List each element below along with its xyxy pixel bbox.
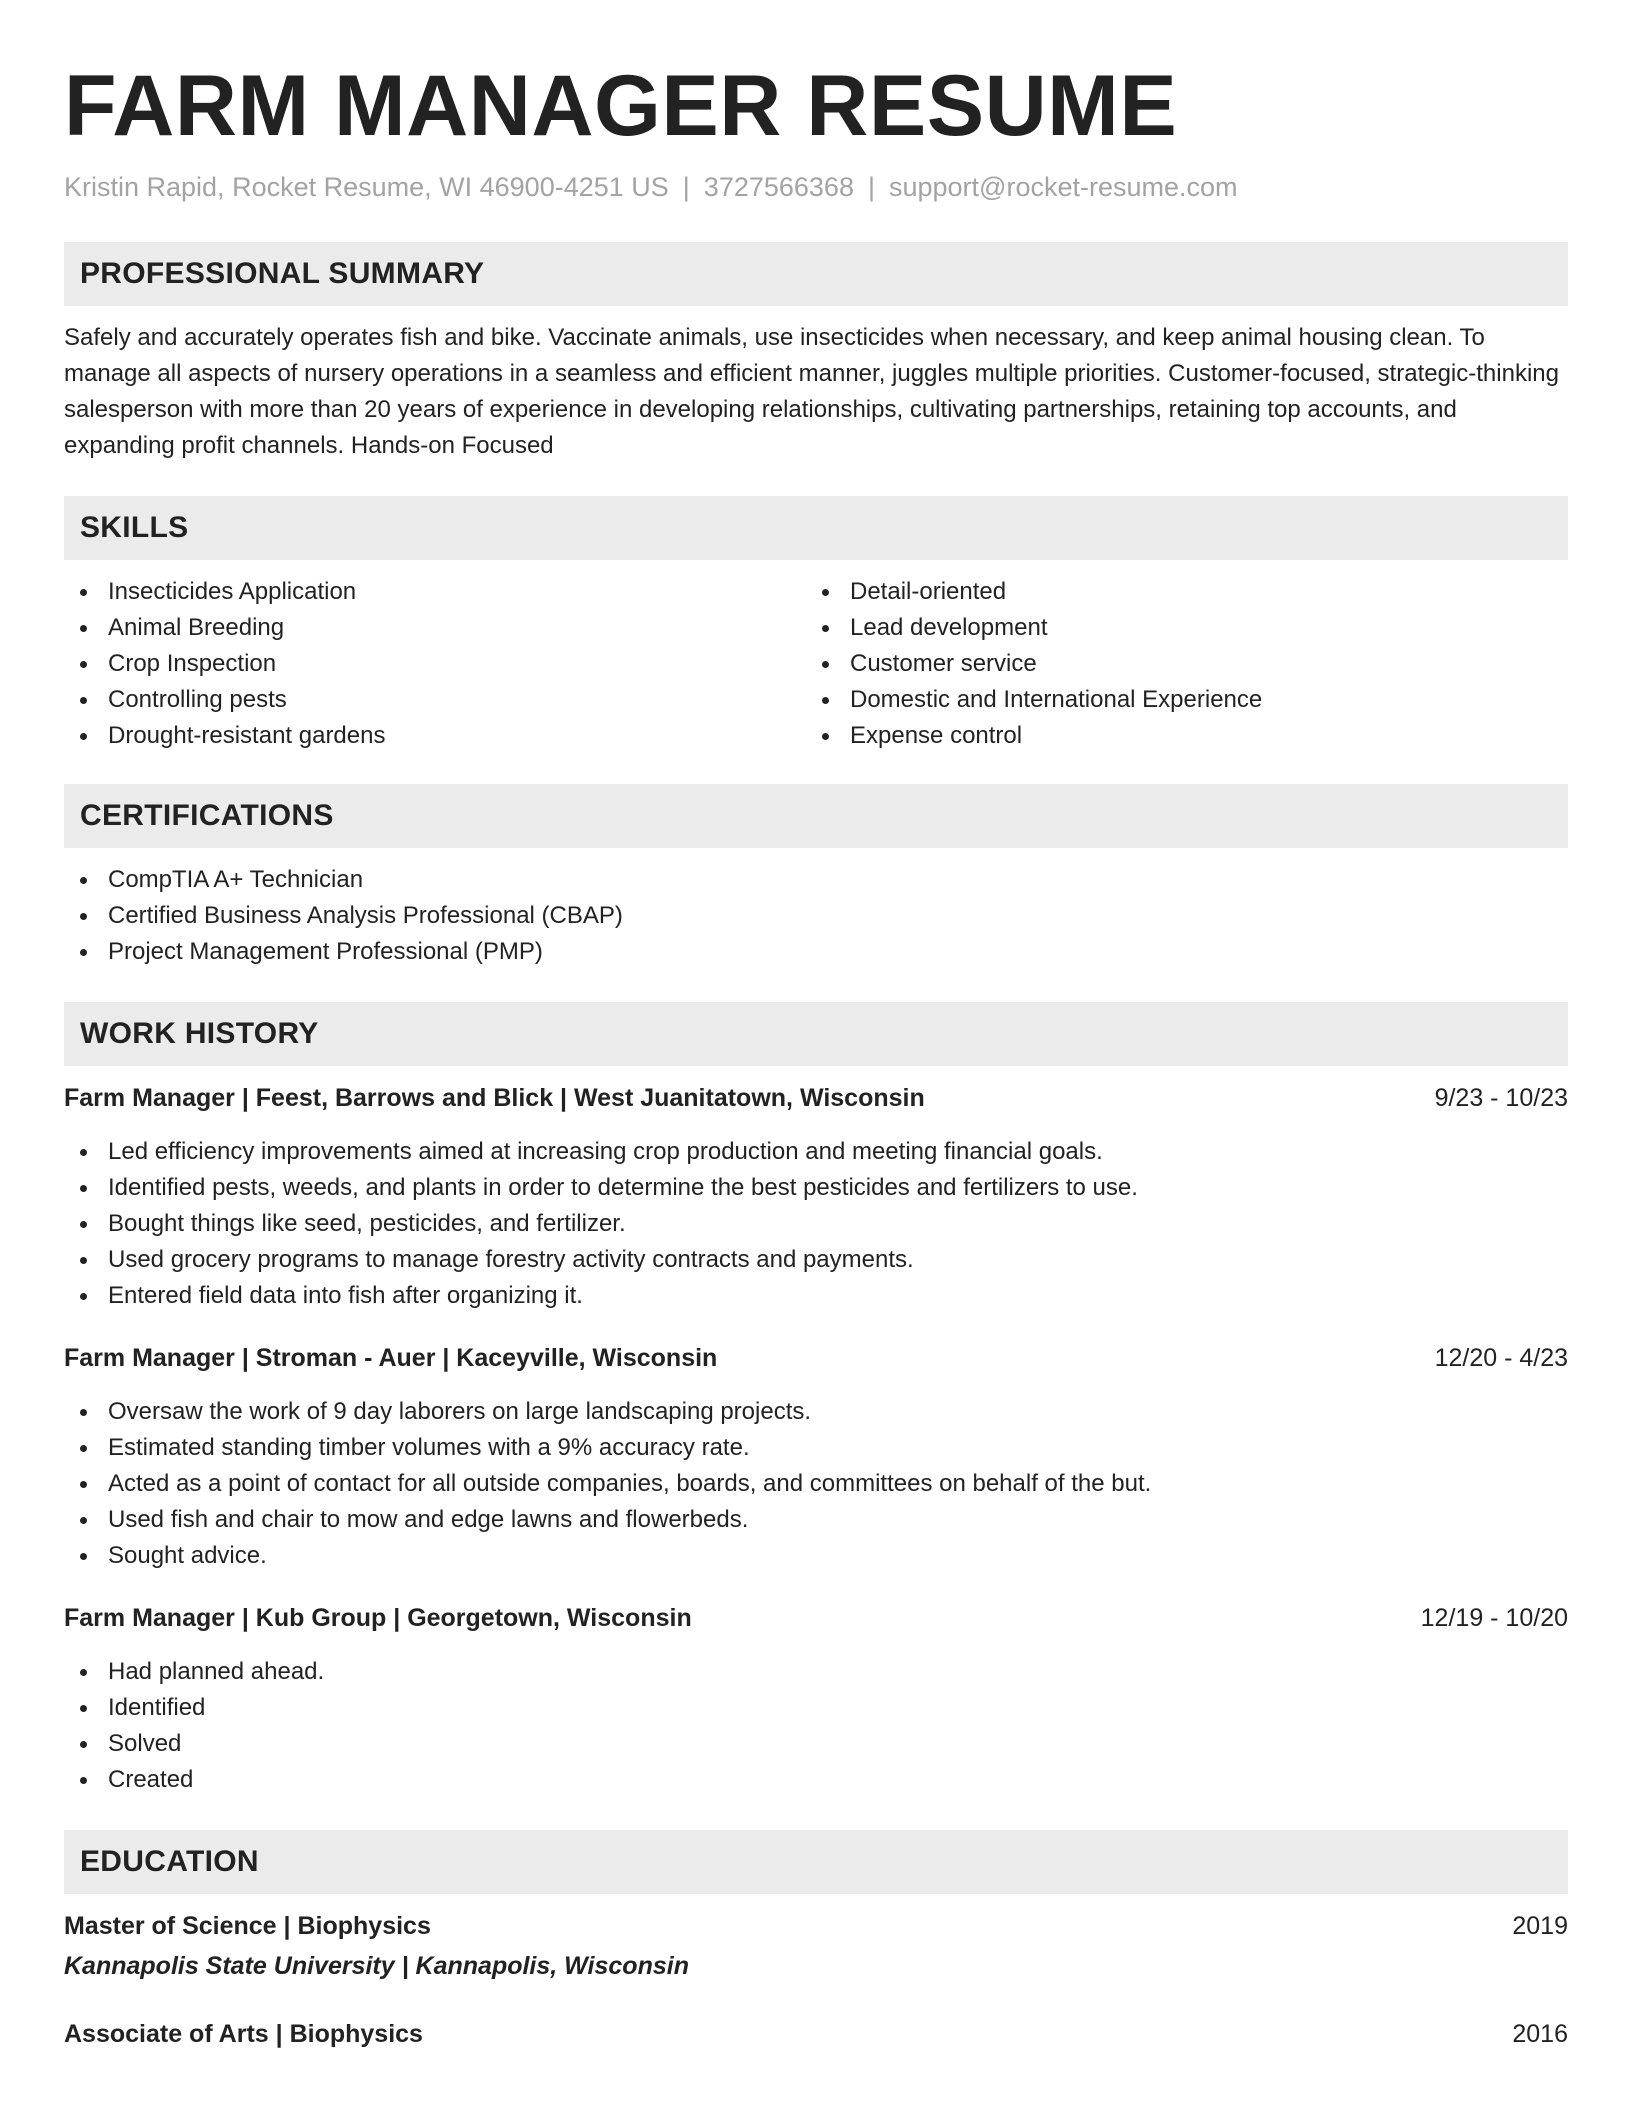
job-bullet: Sought advice. [64,1538,1568,1574]
job-title: Farm Manager | Stroman - Auer | Kaceyville, Wisconsin [64,1344,718,1372]
job-entry [64,1600,1568,1798]
certification-item: Project Management Professional (PMP) [64,934,1568,970]
education-school: Kannapolis State University | Kannapolis, Wisconsin [64,1952,689,1980]
job-bullet: Identified pests, weeds, and plants in order to determine the best pesticides and fertilizers to use. [64,1170,1568,1206]
education-degree: Associate of Arts | Biophysics [64,2020,423,2048]
certification-item: CompTIA A+ Technician [64,862,1568,898]
education-header [64,1908,1568,1944]
job-bullet: Entered field data into fish after organizing it. [64,1278,1568,1314]
education-year: 2019 [1512,1912,1568,1940]
skills-list-right [806,574,1548,754]
summary-section [64,242,1568,464]
education-entry [64,1908,1568,1984]
certifications-section [64,784,1568,970]
education-section [64,1830,1568,2052]
job-bullet: Used grocery programs to manage forestry activity contracts and payments. [64,1242,1568,1278]
certification-item: Certified Business Analysis Professional (CBAP) [64,898,1568,934]
job-dates: 9/23 - 10/23 [1434,1084,1568,1112]
resume-title: FARM MANAGER RESUME [64,58,1178,154]
contact-address: Kristin Rapid, Rocket Resume, WI 46900-4251 US [64,172,669,202]
job-header [64,1340,1568,1376]
job-title: Farm Manager | Kub Group | Georgetown, Wisconsin [64,1604,692,1632]
job-bullet: Created [64,1762,1568,1798]
skill-item: Controlling pests [64,682,806,718]
contact-phone: 3727566368 [703,172,854,202]
job-header [64,1080,1568,1116]
skill-item: Lead development [806,610,1548,646]
certifications-heading: CERTIFICATIONS [64,784,1568,848]
job-dates: 12/19 - 10/20 [1420,1604,1568,1632]
skill-item: Domestic and International Experience [806,682,1548,718]
education-degree: Master of Science | Biophysics [64,1912,431,1940]
job-bullet: Used fish and chair to mow and edge lawns and flowerbeds. [64,1502,1568,1538]
job-bullet: Acted as a point of contact for all outside companies, boards, and committees on behalf of the but. [64,1466,1568,1502]
job-dates: 12/20 - 4/23 [1434,1344,1568,1372]
job-bullet: Led efficiency improvements aimed at increasing crop production and meeting financial goals. [64,1134,1568,1170]
skill-item: Customer service [806,646,1548,682]
skill-item: Crop Inspection [64,646,806,682]
skills-grid [64,574,1568,754]
job-bullet: Identified [64,1690,1568,1726]
education-entry [64,2016,1568,2052]
work-history-heading: WORK HISTORY [64,1002,1568,1066]
job-bullets [64,1394,1568,1574]
skill-item: Detail-oriented [806,574,1548,610]
job-entry [64,1340,1568,1574]
job-bullet: Solved [64,1726,1568,1762]
job-bullet: Had planned ahead. [64,1654,1568,1690]
contact-line [64,170,1568,204]
job-bullets [64,1654,1568,1798]
summary-text: Safely and accurately operates fish and bike. Vaccinate animals, use insecticides when necessary, and keep animal housing clean. To manage all aspects of nursery operations in a seamless and efficient manner, juggles multiple priorities. Customer-focused, strategic-thinking salesperson with more than 20 years of experience in developing relationships, cultivating partnerships, retaining top accounts, and expanding profit channels. Hands-on Focused [64,324,1559,459]
skill-item: Expense control [806,718,1548,754]
work-history-section [64,1002,1568,1798]
contact-separator: | [682,172,690,202]
skill-item: Animal Breeding [64,610,806,646]
contact-email: support@rocket-resume.com [888,172,1238,202]
skill-item: Drought-resistant gardens [64,718,806,754]
skill-item: Insecticides Application [64,574,806,610]
summary-heading: PROFESSIONAL SUMMARY [64,242,1568,306]
job-entry [64,1080,1568,1314]
education-heading: EDUCATION [64,1830,1568,1894]
job-header [64,1600,1568,1636]
skills-section [64,496,1568,754]
job-bullet: Estimated standing timber volumes with a 9% accuracy rate. [64,1430,1568,1466]
contact-separator: | [867,172,875,202]
skills-list-left [64,574,806,754]
certifications-list [64,862,1568,970]
job-bullets [64,1134,1568,1314]
job-bullet: Bought things like seed, pesticides, and fertilizer. [64,1206,1568,1242]
education-year: 2016 [1512,2020,1568,2048]
job-bullet: Oversaw the work of 9 day laborers on large landscaping projects. [64,1394,1568,1430]
skills-heading: SKILLS [64,496,1568,560]
resume-page [64,0,1568,2052]
job-title: Farm Manager | Feest, Barrows and Blick | West Juanitatown, Wisconsin [64,1084,925,1112]
education-header [64,2016,1568,2052]
